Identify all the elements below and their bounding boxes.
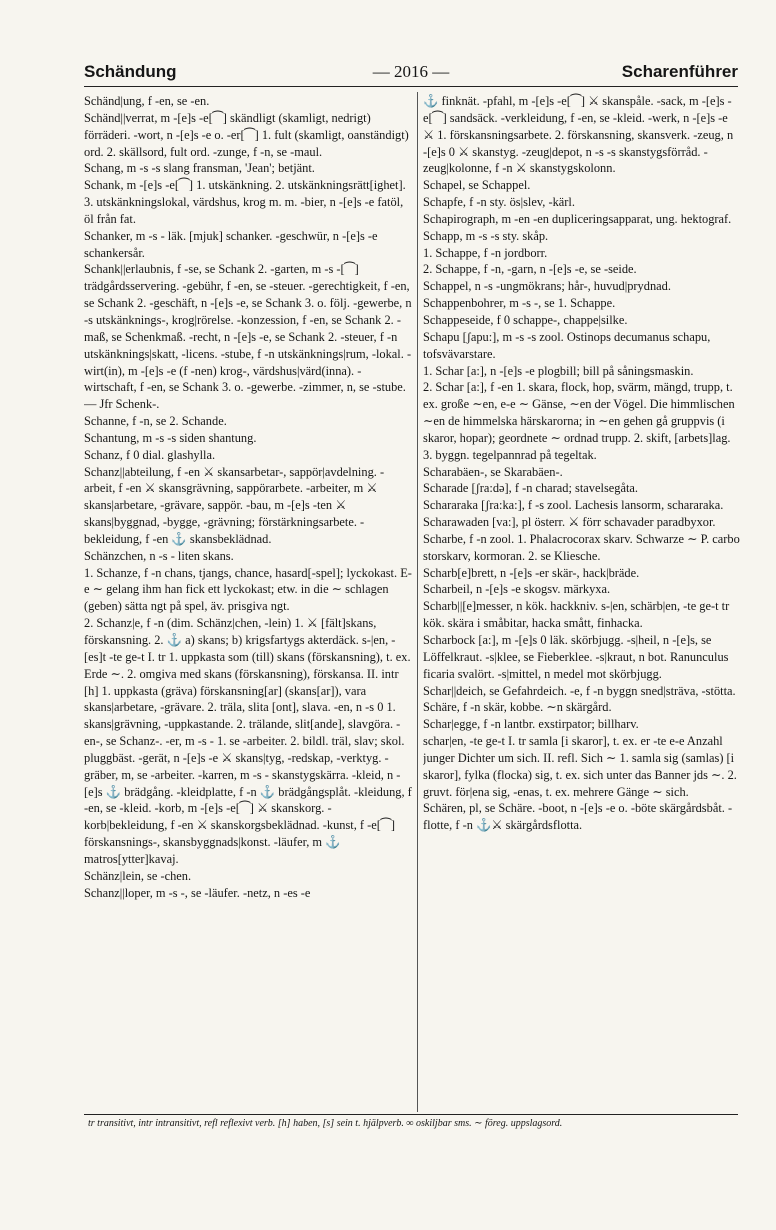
entry: Scharb||[e]messer, n kök. hackkniv. s-|en, schärb|en, -te ge-t tr kök. skära i småbitar, hacka smått, finhacka. <box>423 599 730 631</box>
entry: 2. Schar [a:], f -en 1. skara, flock, hop, svärm, mängd, trupp, t. ex. große ∼en, e-e ∼ Gänse, ∼en der Vögel. Die himmlischen ∼en de himmelska härskarorna; in ∼en gehen gå gruppvis (i skaror, hopar); geordnete ∼ ordnad trupp. 2. skift, [arbets]lag. 3. byggn. tegelpannrad på tegeltak. <box>423 380 735 462</box>
entry: Schappeseide, f 0 schappe-, chappe|silke. <box>423 312 628 327</box>
entry: Scharabäen-, se Skarabäen-. <box>423 464 563 479</box>
entry: Schanker, m -s - läk. [mjuk] schanker. -geschwür, n -[e]s -e schankersår. <box>84 228 378 260</box>
entry: 1. Schappe, f -n jordborr. <box>423 245 548 260</box>
entry: 1. Schar [a:], n -[e]s -e plogbill; bill på såningsmaskin. <box>423 363 694 378</box>
entry: ⚓ finknät. -pfahl, m -[e]s -e[⁀] ⚔ skanspåle. -sack, m -[e]s -e[⁀] sandsäck. -verkleidung, f -en, se -kleid. -werk, n -[e]s -e ⚔ 1. förskansningsarbete. 2. förskansning, skansverk. -zeug, n -[e]s 0 ⚔ skanstyg. -zeug|depot, n -s -s skanstygsförråd. -zeug|kolonne, f -n ⚔ skanstygskolonn. <box>423 94 734 176</box>
entry: Schapel, se Schappel. <box>423 178 531 193</box>
entry: Schänd|ung, f -en, se -en. <box>84 94 210 108</box>
entry: schar|en, -te ge-t I. tr samla [i skaror], t. ex. er -te e-e Anzahl junger Dichter um sich. II. refl. Sich ∼ 1. samla sig (samlas) [i skaror], fylka (flocka) sig, t. ex. sich unter das Banner jds ∼. 2. gruvt. för|ena sig, -enas, t. ex. mehrere Gänge ∼ sich. <box>423 734 737 799</box>
footer-rule <box>84 1114 738 1115</box>
entry: Schang, m -s -s slang fransman, 'Jean'; betjänt. <box>84 161 315 176</box>
entry: Scharbock [a:], m -[e]s 0 läk. skörbjugg. -s|heil, n -[e]s, se Löffelkraut. -s|klee, se Fieberklee. -s|kraut, n bot. Ranunculus ficaria svalört. -s|mittel, n medel mot skörbjugg. <box>423 633 729 681</box>
entry: Schapfe, f -n sty. ös|slev, -kärl. <box>423 195 575 210</box>
entry: 2. Schappe, f -n, -garn, n -[e]s -e, se -seide. <box>423 262 637 277</box>
left-column <box>84 93 414 1109</box>
entry: Schänz|lein, se -chen. <box>84 868 192 883</box>
entry: Scharawaden [va:], pl österr. ⚔ förr schavader paradbyxor. <box>423 515 716 530</box>
entry: Scharbeil, n -[e]s -e skogsv. märkyxa. <box>423 582 611 597</box>
entry: Schararaka [ʃra:ka:], f -s zool. Lachesis lansorm, schararaka. <box>423 498 724 513</box>
entry: 2. Schanz|e, f -n (dim. Schänz|chen, -lein) 1. ⚔ [fält]skans, förskansning. 2. ⚓ a) skans; b) krigsfartygs akterdäck. s-|en, -[es]t -te ge-t I. tr 1. uppkasta som (till) skans (förskansning), t. ex. Erde ∼. 2. omgiva med skans (förskansning), förskansa. II. intr [h] 1. uppkasta (gräva) förskansning[ar] (skans[ar]), vara skans|arbetare, -grävare. 2. träla, slita [ont], slava. -en, n -s 0 1. skans|grävning, -uppkastande. 2. trälande, slit[ande], slavgöra. -en-, se Schanz-. -er, m -s - 1. se -arbeiter. 2. bildl. träl, slav; skol. pluggbäst. -gerät, n -[e]s -e ⚔ skans|tyg, -redskap, -verktyg. -gräber, m, se -arbeiter. -karren, m -s - skanstygskärra. -kleid, n -[e]s ⚓ brädgång. -kleidplatte, f -n ⚓ brädgångsplåt. -kleidung, f -en, se -kleid. -korb, m -[e]s -e[⁀] ⚔ skanskorg. -korb|bekleidung, f -en ⚔ skanskorgsbeklädnad. -kunst, f -e[⁀] förskansnings-, skansbyggnads|konst. -läufer, m ⚓ matros[ytter]kavaj. <box>84 616 412 866</box>
abbreviation-legend: tr transitivt, intr intransitivt, refl reflexivt verb. [h] haben, [s] sein t. hjälpverb. ∞ oskiljbar sms. ∼ föreg. uppslagsord. <box>88 1118 563 1129</box>
entry: Schappenbohrer, m -s -, se 1. Schappe. <box>423 296 616 311</box>
entry: Scharbe, f -n zool. 1. Phalacrocorax skarv. Schwarze ∼ P. carbo storskarv, kormoran. 2. se Kliesche. <box>423 531 740 563</box>
column-divider <box>417 92 418 1112</box>
entry: Schänd||verrat, m -[e]s -e[⁀] skändligt (skamligt, nedrigt) förräderi. -wort, n -[e]s -e o. -er[⁀] 1. fult (skamligt, oanständigt) ord. 2. skällsord, fult ord. -zunge, f -n, se -maul. <box>84 110 409 159</box>
entry: Schapp, m -s -s sty. skåp. <box>423 228 549 243</box>
entry: Schapu [ʃapu:], m -s -s zool. Ostinops decumanus schapu, tofsvävarstare. <box>423 329 711 361</box>
header-first-entry: Schändung <box>84 62 177 81</box>
entry: Schären, pl, se Schäre. -boot, n -[e]s -e o. -böte skärgårdsbåt. -flotte, f -n ⚓⚔ skärgårdsflotta. <box>423 801 733 833</box>
entry: 1. Schanze, f -n chans, tjangs, chance, hasard[-spel]; lyckokast. E-e ∼ gelang ihm han fick ett lyckokast; etw. in die ∼ schlagen (geben) sätta ngt på spel, äv. prisgiva ngt. <box>84 565 412 614</box>
entry: Schäre, f -n skär, kobbe. ∼n skärgård. <box>423 700 612 715</box>
page-header <box>84 60 738 84</box>
entry: Schank||erlaubnis, f -se, se Schank 2. -garten, m -s -[⁀] trädgårdsservering. -gebühr, f -en, se -steuer. -gerechtigkeit, f -en, se Schank 2. -geschäft, n -[e]s -e, se Schank 3. o. följ. -gewerbe, n -s utskänknings-, krog|rörelse. -konzession, f -en, se Schank 2. -maß, se Schenkmaß. -recht, n -[e]s -e, se Schank 2. -steuer, f -n utskänknings|skatt, -licens. -stube, f -n utskänknings|rum, -lokal. -wirt(in), m -[e]s -e (f -nen) krog-, värdshus|värd(inna). -wirtschaft, f -en, se Schank 3. o. -gewerbe. -zimmer, n, se -stube. — Jfr Schenk-. <box>84 262 412 412</box>
entry: Schanz, f 0 dial. glashylla. <box>84 447 216 462</box>
entry: Schappel, n -s -ungmökrans; hår-, huvud|prydnad. <box>423 279 671 294</box>
entry: Schanne, f -n, se 2. Schande. <box>84 414 227 429</box>
entry: Schapirograph, m -en -en dupliceringsapparat, ung. hektograf. <box>423 211 732 226</box>
entry: Schar|egge, f -n lantbr. exstirpator; billharv. <box>423 717 639 732</box>
entry: Schar||deich, se Gefahrdeich. -e, f -n byggn sned|sträva, -stötta. <box>423 683 736 698</box>
entry: Schänzchen, n -s - liten skans. <box>84 548 234 563</box>
right-column <box>423 93 740 1109</box>
entry: Scharb[e]brett, n -[e]s -er skär-, hack|bräde. <box>423 565 640 580</box>
entry: Schantung, m -s -s siden shantung. <box>84 430 257 445</box>
entry: Scharade [ʃra:də], f -n charad; stavelsegåta. <box>423 481 638 496</box>
entry: Schank, m -[e]s -e[⁀] 1. utskänkning. 2. utskänkningsrätt[ighet]. 3. utskänkningslokal, värdshus, krog m. m. -bier, n -[e]s -e fatöl, öl från fat. <box>84 178 406 226</box>
header-rule <box>84 86 738 87</box>
entry: Schanz||loper, m -s -, se -läufer. -netz, n -es -e <box>84 885 311 900</box>
page-number: — 2016 — <box>372 62 450 81</box>
header-last-entry: Scharenführer <box>621 62 738 81</box>
entry: Schanz||abteilung, f -en ⚔ skansarbetar-, sappör|avdelning. -arbeit, f -en ⚔ skansgrävning, sappörarbete. -arbeiter, m ⚔ skans|arbetare, -grävare, sappör. -bau, m -[e]s -ten ⚔ skans|byggnad, -bygge, -grävning; förstärkningsarbete. -bekleidung, f -en ⚓ skansbeklädnad. <box>84 464 385 546</box>
